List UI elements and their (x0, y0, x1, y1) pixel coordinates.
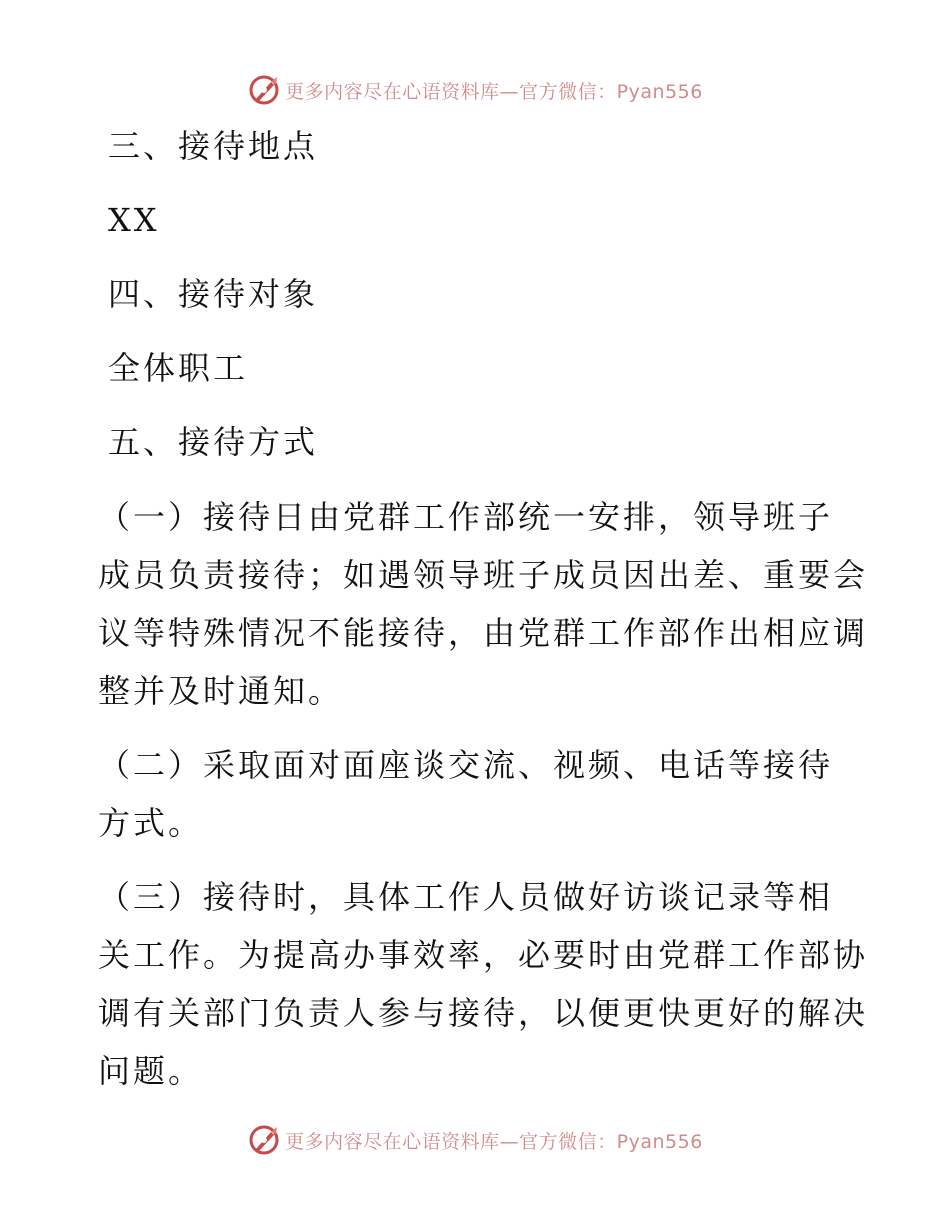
section-heading-location: 三、接待地点 (108, 127, 319, 165)
section-heading-method: 五、接待方式 (108, 423, 319, 461)
paragraph-1-line-2: 成员负责接待；如遇领导班子成员因出差、重要会 (98, 556, 869, 594)
section-body-location: XX (108, 201, 160, 239)
paragraph-2-line-1: （二）采取面对面座谈交流、视频、电话等接待 (98, 746, 834, 784)
paragraph-3-line-3: 调有关部门负责人参与接待，以便更快更好的解决 (98, 994, 869, 1032)
footer-watermark (0, 1120, 950, 1160)
paragraph-3-line-2: 关工作。为提高办事效率，必要时由党群工作部协 (98, 936, 869, 974)
watermark-text-footer: 更多内容尽在心语资料库—官方微信：Pyan556 (285, 1130, 703, 1153)
paragraph-3-line-1: （三）接待时，具体工作人员做好访谈记录等相 (98, 878, 834, 916)
watermark-text: 更多内容尽在心语资料库—官方微信：Pyan556 (285, 80, 703, 103)
paragraph-1-line-3: 议等特殊情况不能接待，由党群工作部作出相应调 (98, 614, 869, 652)
section-heading-audience: 四、接待对象 (108, 275, 319, 313)
paragraph-3-line-4: 问题。 (98, 1052, 204, 1090)
section-body-audience: 全体职工 (108, 349, 249, 387)
paragraph-1-line-4: 整并及时通知。 (98, 672, 344, 710)
paragraph-1-line-1: （一）接待日由党群工作部统一安排，领导班子 (98, 498, 834, 536)
quill-pen-logo-icon (247, 1123, 281, 1157)
paragraph-2-line-2: 方式。 (98, 804, 204, 842)
